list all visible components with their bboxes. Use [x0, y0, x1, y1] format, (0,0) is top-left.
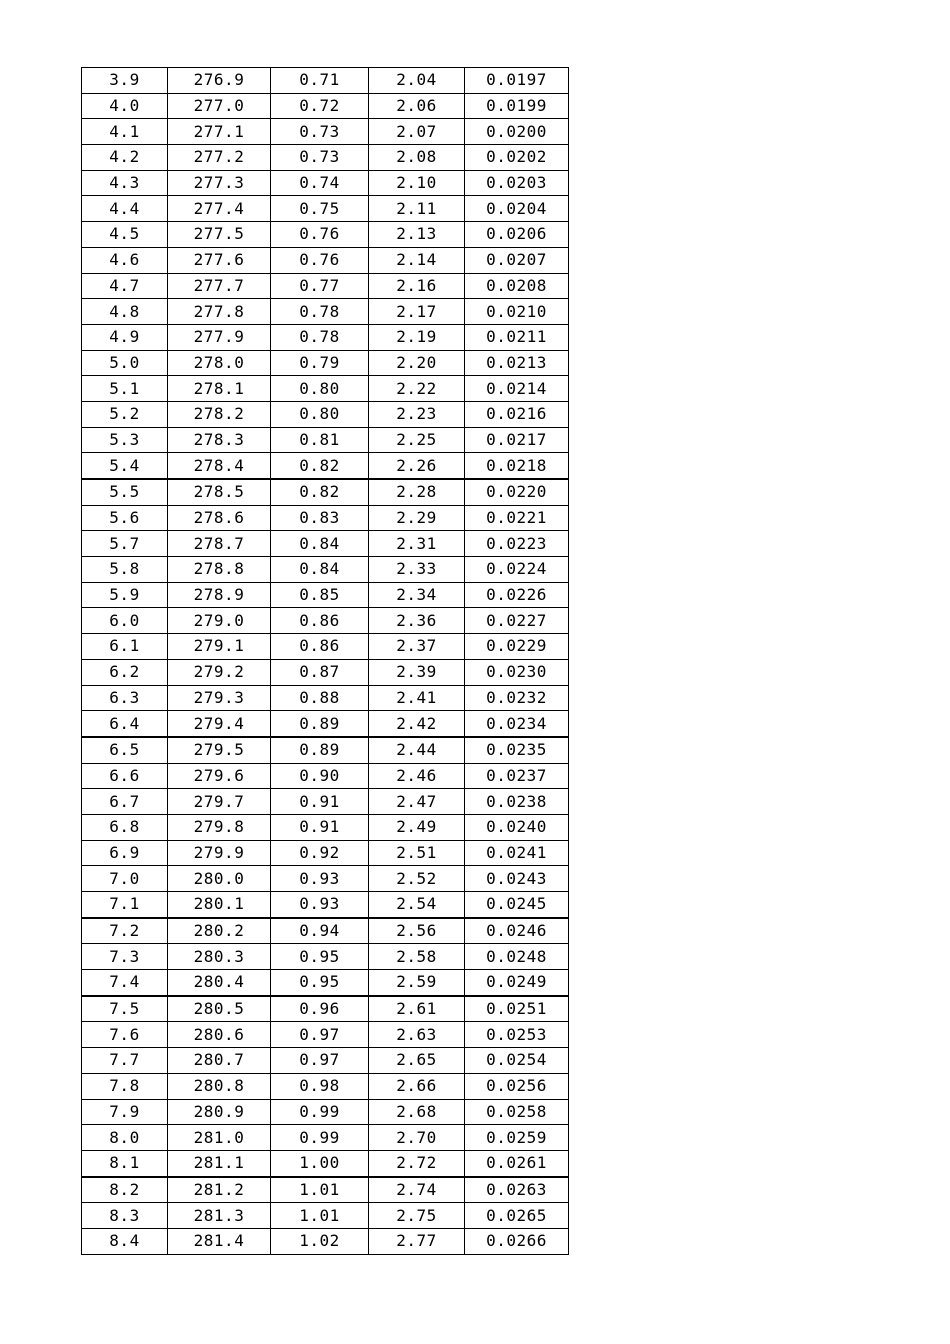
table-cell: 2.42 — [369, 711, 465, 737]
table-row — [82, 840, 569, 866]
table-cell: 6.2 — [82, 659, 168, 685]
table-cell: 8.1 — [82, 1150, 168, 1176]
table-cell: 1.01 — [271, 1177, 369, 1203]
table-cell: 4.9 — [82, 324, 168, 350]
table-cell: 5.1 — [82, 376, 168, 402]
table-cell: 2.29 — [369, 505, 465, 531]
table-cell: 2.20 — [369, 350, 465, 376]
table-cell: 0.0203 — [465, 170, 569, 196]
table-cell: 0.93 — [271, 866, 369, 892]
table-cell: 0.72 — [271, 93, 369, 119]
table-row — [82, 531, 569, 557]
table-cell: 2.17 — [369, 299, 465, 325]
table-cell: 0.0200 — [465, 119, 569, 145]
table-cell: 6.9 — [82, 840, 168, 866]
table-cell: 278.5 — [168, 479, 271, 505]
table-cell: 279.6 — [168, 763, 271, 789]
table-cell: 7.6 — [82, 1022, 168, 1048]
table-cell: 279.8 — [168, 814, 271, 840]
table-row — [82, 401, 569, 427]
table-cell: 0.86 — [271, 634, 369, 660]
table-cell: 2.10 — [369, 170, 465, 196]
table-row — [82, 119, 569, 145]
table-row — [82, 299, 569, 325]
table-cell: 0.91 — [271, 789, 369, 815]
table-cell: 5.8 — [82, 557, 168, 583]
table-cell: 0.0258 — [465, 1099, 569, 1125]
table-cell: 1.00 — [271, 1150, 369, 1176]
table-cell: 277.5 — [168, 222, 271, 248]
table-cell: 6.0 — [82, 608, 168, 634]
table-row — [82, 324, 569, 350]
table-cell: 0.97 — [271, 1048, 369, 1074]
table-cell: 7.2 — [82, 918, 168, 944]
table-row — [82, 634, 569, 660]
table-cell: 4.1 — [82, 119, 168, 145]
table-cell: 2.58 — [369, 944, 465, 970]
table-row — [82, 659, 569, 685]
table-cell: 0.0210 — [465, 299, 569, 325]
table-cell: 279.5 — [168, 737, 271, 763]
table-cell: 3.9 — [82, 68, 168, 94]
table-cell: 8.3 — [82, 1203, 168, 1229]
table-cell: 2.47 — [369, 789, 465, 815]
table-cell: 0.0248 — [465, 944, 569, 970]
table-cell: 0.80 — [271, 401, 369, 427]
table-cell: 0.78 — [271, 299, 369, 325]
table-cell: 4.4 — [82, 196, 168, 222]
table-cell: 2.52 — [369, 866, 465, 892]
table-cell: 0.0211 — [465, 324, 569, 350]
table-cell: 277.1 — [168, 119, 271, 145]
table-cell: 7.8 — [82, 1073, 168, 1099]
table-cell: 8.0 — [82, 1125, 168, 1151]
table-row — [82, 376, 569, 402]
table-cell: 5.2 — [82, 401, 168, 427]
table-cell: 6.1 — [82, 634, 168, 660]
table-row — [82, 1228, 569, 1254]
table-cell: 2.22 — [369, 376, 465, 402]
table-cell: 2.16 — [369, 273, 465, 299]
table-row — [82, 608, 569, 634]
table-cell: 0.86 — [271, 608, 369, 634]
table-cell: 278.9 — [168, 582, 271, 608]
table-cell: 1.01 — [271, 1203, 369, 1229]
table-row — [82, 222, 569, 248]
table-row — [82, 892, 569, 918]
table-row — [82, 582, 569, 608]
table-cell: 5.0 — [82, 350, 168, 376]
table-cell: 0.0197 — [465, 68, 569, 94]
table-row — [82, 1177, 569, 1203]
table-cell: 2.56 — [369, 918, 465, 944]
table-row — [82, 918, 569, 944]
table-cell: 0.89 — [271, 711, 369, 737]
table-row — [82, 145, 569, 171]
table-cell: 0.73 — [271, 119, 369, 145]
table-cell: 279.3 — [168, 685, 271, 711]
table-cell: 7.4 — [82, 970, 168, 996]
table-cell: 2.51 — [369, 840, 465, 866]
table-row — [82, 970, 569, 996]
table-cell: 0.0243 — [465, 866, 569, 892]
table-cell: 7.7 — [82, 1048, 168, 1074]
table-cell: 7.1 — [82, 892, 168, 918]
table-cell: 4.3 — [82, 170, 168, 196]
table-cell: 280.7 — [168, 1048, 271, 1074]
table-cell: 2.04 — [369, 68, 465, 94]
table-cell: 0.0221 — [465, 505, 569, 531]
table-cell: 2.74 — [369, 1177, 465, 1203]
table-cell: 279.2 — [168, 659, 271, 685]
table-cell: 0.0251 — [465, 996, 569, 1022]
table-row — [82, 453, 569, 479]
table-cell: 0.78 — [271, 324, 369, 350]
table-cell: 0.75 — [271, 196, 369, 222]
table-cell: 0.0223 — [465, 531, 569, 557]
table-cell: 0.82 — [271, 453, 369, 479]
table-cell: 0.71 — [271, 68, 369, 94]
table-cell: 280.5 — [168, 996, 271, 1022]
table-cell: 0.98 — [271, 1073, 369, 1099]
table-cell: 0.0220 — [465, 479, 569, 505]
table-cell: 279.9 — [168, 840, 271, 866]
table-cell: 0.0240 — [465, 814, 569, 840]
table-cell: 0.0230 — [465, 659, 569, 685]
table-row — [82, 996, 569, 1022]
table-row — [82, 1073, 569, 1099]
table-cell: 277.9 — [168, 324, 271, 350]
table-row — [82, 196, 569, 222]
table-cell: 0.95 — [271, 944, 369, 970]
table-row — [82, 763, 569, 789]
table-cell: 7.9 — [82, 1099, 168, 1125]
table-cell: 7.5 — [82, 996, 168, 1022]
table-cell: 2.36 — [369, 608, 465, 634]
table-cell: 0.0229 — [465, 634, 569, 660]
table-cell: 277.2 — [168, 145, 271, 171]
table-cell: 2.13 — [369, 222, 465, 248]
table-row — [82, 427, 569, 453]
table-cell: 0.94 — [271, 918, 369, 944]
table-cell: 0.85 — [271, 582, 369, 608]
table-row — [82, 479, 569, 505]
table-cell: 2.19 — [369, 324, 465, 350]
table-cell: 0.0208 — [465, 273, 569, 299]
table-cell: 0.92 — [271, 840, 369, 866]
table-cell: 2.59 — [369, 970, 465, 996]
table-cell: 280.8 — [168, 1073, 271, 1099]
table-row — [82, 737, 569, 763]
table-cell: 0.0206 — [465, 222, 569, 248]
table-cell: 0.0266 — [465, 1228, 569, 1254]
table-cell: 6.8 — [82, 814, 168, 840]
table-cell: 280.1 — [168, 892, 271, 918]
table-cell: 279.1 — [168, 634, 271, 660]
table-cell: 5.5 — [82, 479, 168, 505]
table-cell: 280.9 — [168, 1099, 271, 1125]
table-cell: 280.0 — [168, 866, 271, 892]
table-cell: 0.0218 — [465, 453, 569, 479]
table-cell: 2.41 — [369, 685, 465, 711]
table-cell: 2.75 — [369, 1203, 465, 1229]
table-row — [82, 505, 569, 531]
table-cell: 2.37 — [369, 634, 465, 660]
table-cell: 278.8 — [168, 557, 271, 583]
table-cell: 0.89 — [271, 737, 369, 763]
table-cell: 2.14 — [369, 247, 465, 273]
table-cell: 2.31 — [369, 531, 465, 557]
table-cell: 281.0 — [168, 1125, 271, 1151]
data-table — [81, 67, 569, 1255]
table-cell: 278.4 — [168, 453, 271, 479]
table-cell: 7.0 — [82, 866, 168, 892]
table-cell: 2.77 — [369, 1228, 465, 1254]
table-cell: 2.11 — [369, 196, 465, 222]
table-cell: 281.3 — [168, 1203, 271, 1229]
table-cell: 279.0 — [168, 608, 271, 634]
table-cell: 276.9 — [168, 68, 271, 94]
table-cell: 2.06 — [369, 93, 465, 119]
table-cell: 2.34 — [369, 582, 465, 608]
table-cell: 0.80 — [271, 376, 369, 402]
table-cell: 2.23 — [369, 401, 465, 427]
table-cell: 0.0245 — [465, 892, 569, 918]
table-cell: 2.63 — [369, 1022, 465, 1048]
table-cell: 280.4 — [168, 970, 271, 996]
table-cell: 0.95 — [271, 970, 369, 996]
table-row — [82, 1150, 569, 1176]
table-cell: 0.87 — [271, 659, 369, 685]
table-body — [82, 68, 569, 1255]
table-cell: 0.0234 — [465, 711, 569, 737]
table-cell: 0.0261 — [465, 1150, 569, 1176]
table-cell: 6.4 — [82, 711, 168, 737]
table-cell: 2.46 — [369, 763, 465, 789]
table-cell: 0.97 — [271, 1022, 369, 1048]
table-cell: 278.0 — [168, 350, 271, 376]
table-cell: 7.3 — [82, 944, 168, 970]
table-cell: 2.33 — [369, 557, 465, 583]
table-cell: 0.0204 — [465, 196, 569, 222]
table-cell: 278.6 — [168, 505, 271, 531]
table-cell: 277.3 — [168, 170, 271, 196]
table-cell: 4.5 — [82, 222, 168, 248]
table-cell: 2.08 — [369, 145, 465, 171]
table-cell: 0.0238 — [465, 789, 569, 815]
table-cell: 8.4 — [82, 1228, 168, 1254]
table-row — [82, 247, 569, 273]
table-cell: 0.91 — [271, 814, 369, 840]
table-row — [82, 1099, 569, 1125]
table-cell: 0.0237 — [465, 763, 569, 789]
table-cell: 4.7 — [82, 273, 168, 299]
table-cell: 280.6 — [168, 1022, 271, 1048]
table-cell: 0.0227 — [465, 608, 569, 634]
table-cell: 0.0217 — [465, 427, 569, 453]
table-cell: 5.9 — [82, 582, 168, 608]
table-cell: 5.6 — [82, 505, 168, 531]
table-cell: 0.0213 — [465, 350, 569, 376]
table-cell: 6.3 — [82, 685, 168, 711]
table-row — [82, 170, 569, 196]
table-cell: 0.79 — [271, 350, 369, 376]
table-cell: 0.0253 — [465, 1022, 569, 1048]
table-cell: 279.4 — [168, 711, 271, 737]
table-cell: 2.44 — [369, 737, 465, 763]
table-row — [82, 944, 569, 970]
table-row — [82, 685, 569, 711]
table-cell: 277.8 — [168, 299, 271, 325]
table-row — [82, 711, 569, 737]
table-row — [82, 350, 569, 376]
table-cell: 0.0235 — [465, 737, 569, 763]
table-cell: 0.83 — [271, 505, 369, 531]
table-cell: 2.72 — [369, 1150, 465, 1176]
table-cell: 0.0259 — [465, 1125, 569, 1151]
table-cell: 277.7 — [168, 273, 271, 299]
table-row — [82, 1048, 569, 1074]
table-row — [82, 93, 569, 119]
table-cell: 0.0241 — [465, 840, 569, 866]
table-cell: 0.99 — [271, 1099, 369, 1125]
table-row — [82, 814, 569, 840]
table-row — [82, 68, 569, 94]
table-cell: 0.0249 — [465, 970, 569, 996]
table-cell: 4.6 — [82, 247, 168, 273]
table-cell: 281.2 — [168, 1177, 271, 1203]
table-cell: 4.8 — [82, 299, 168, 325]
table-cell: 0.0199 — [465, 93, 569, 119]
table-cell: 281.1 — [168, 1150, 271, 1176]
table-cell: 0.0202 — [465, 145, 569, 171]
table-cell: 0.0207 — [465, 247, 569, 273]
table-cell: 4.2 — [82, 145, 168, 171]
table-cell: 277.6 — [168, 247, 271, 273]
table-cell: 0.81 — [271, 427, 369, 453]
table-cell: 1.02 — [271, 1228, 369, 1254]
table-cell: 280.2 — [168, 918, 271, 944]
table-cell: 2.07 — [369, 119, 465, 145]
table-cell: 0.88 — [271, 685, 369, 711]
table-cell: 277.0 — [168, 93, 271, 119]
table-cell: 278.1 — [168, 376, 271, 402]
table-cell: 0.76 — [271, 222, 369, 248]
table-cell: 0.84 — [271, 531, 369, 557]
table-cell: 0.84 — [271, 557, 369, 583]
table-cell: 6.6 — [82, 763, 168, 789]
table-cell: 2.68 — [369, 1099, 465, 1125]
table-cell: 0.90 — [271, 763, 369, 789]
table-cell: 280.3 — [168, 944, 271, 970]
table-cell: 2.28 — [369, 479, 465, 505]
table-cell: 0.0265 — [465, 1203, 569, 1229]
table-cell: 2.25 — [369, 427, 465, 453]
table-cell: 5.4 — [82, 453, 168, 479]
table-row — [82, 1203, 569, 1229]
table-cell: 2.66 — [369, 1073, 465, 1099]
table-row — [82, 1022, 569, 1048]
table-cell: 278.2 — [168, 401, 271, 427]
table-cell: 0.0214 — [465, 376, 569, 402]
table-cell: 0.0232 — [465, 685, 569, 711]
table-cell: 0.82 — [271, 479, 369, 505]
table-row — [82, 1125, 569, 1151]
table-row — [82, 557, 569, 583]
table-cell: 4.0 — [82, 93, 168, 119]
table-cell: 6.5 — [82, 737, 168, 763]
table-cell: 2.65 — [369, 1048, 465, 1074]
table-row — [82, 866, 569, 892]
table-cell: 278.7 — [168, 531, 271, 557]
table-cell: 0.0256 — [465, 1073, 569, 1099]
table-cell: 8.2 — [82, 1177, 168, 1203]
table-cell: 0.0224 — [465, 557, 569, 583]
table-cell: 0.93 — [271, 892, 369, 918]
table-row — [82, 789, 569, 815]
table-cell: 0.77 — [271, 273, 369, 299]
table-cell: 277.4 — [168, 196, 271, 222]
table-cell: 0.0246 — [465, 918, 569, 944]
table-cell: 0.0263 — [465, 1177, 569, 1203]
table-cell: 6.7 — [82, 789, 168, 815]
table-cell: 2.61 — [369, 996, 465, 1022]
table-cell: 2.70 — [369, 1125, 465, 1151]
table-cell: 2.49 — [369, 814, 465, 840]
table-cell: 0.74 — [271, 170, 369, 196]
table-cell: 0.99 — [271, 1125, 369, 1151]
table-cell: 2.54 — [369, 892, 465, 918]
table-cell: 278.3 — [168, 427, 271, 453]
table-cell: 0.0254 — [465, 1048, 569, 1074]
table-row — [82, 273, 569, 299]
table-cell: 2.26 — [369, 453, 465, 479]
table-cell: 0.96 — [271, 996, 369, 1022]
table-cell: 0.0216 — [465, 401, 569, 427]
table-cell: 0.73 — [271, 145, 369, 171]
table-cell: 0.0226 — [465, 582, 569, 608]
table-cell: 0.76 — [271, 247, 369, 273]
table-cell: 279.7 — [168, 789, 271, 815]
table-cell: 5.3 — [82, 427, 168, 453]
table-cell: 2.39 — [369, 659, 465, 685]
table-cell: 281.4 — [168, 1228, 271, 1254]
table-cell: 5.7 — [82, 531, 168, 557]
